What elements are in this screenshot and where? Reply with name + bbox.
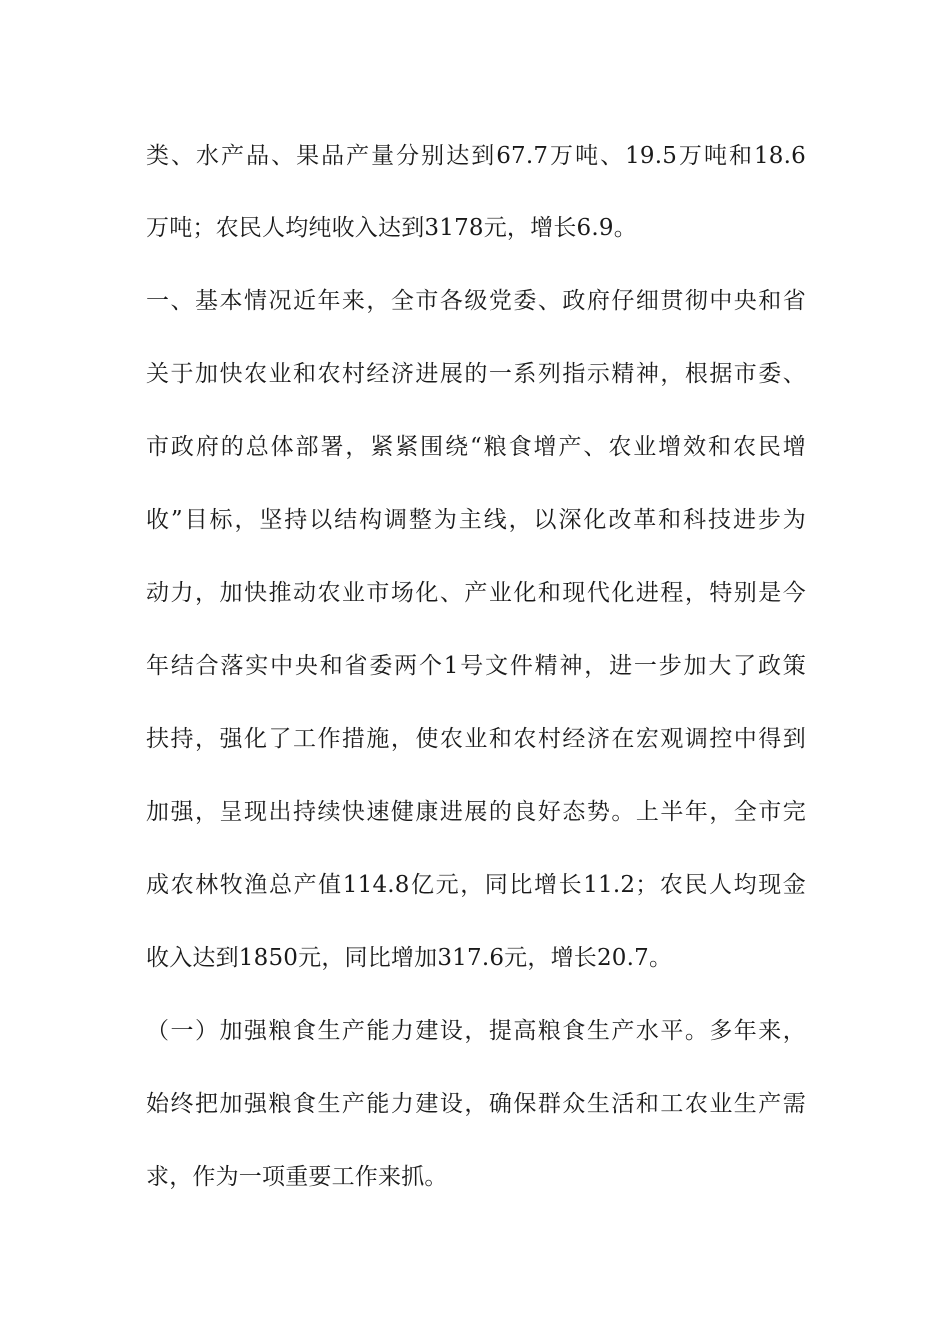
text-line: 始终把加强粮食生产能力建设，确保群众生活和工农业生产需 (146, 1091, 806, 1117)
text-line: 年结合落实中央和省委两个1号文件精神，进一步加大了政策 (146, 653, 806, 679)
text-line: 收”目标，坚持以结构调整为主线，以深化改革和科技进步为 (146, 507, 806, 533)
text-line: 动力，加快推动农业市场化、产业化和现代化进程，特别是今 (146, 580, 806, 606)
text-line: 关于加快农业和农村经济进展的一系列指示精神，根据市委、 (146, 361, 806, 387)
text-line: 类、水产品、果品产量分别达到67.7万吨、19.5万吨和18.6 (146, 143, 806, 169)
text-line: 市政府的总体部署，紧紧围绕“粮食增产、农业增效和农民增 (146, 434, 806, 460)
text-line: 万吨；农民人均纯收入达到3178元，增长6.9。 (146, 215, 637, 241)
text-line: 扶持，强化了工作措施，使农业和农村经济在宏观调控中得到 (146, 726, 806, 752)
text-line: （一）加强粮食生产能力建设，提高粮食生产水平。多年来， (146, 1018, 806, 1044)
text-line: 加强，呈现出持续快速健康进展的良好态势。上半年，全市完 (146, 799, 806, 825)
text-line: 收入达到1850元，同比增加317.6元，增长20.7。 (146, 945, 673, 971)
text-line: 成农林牧渔总产值114.8亿元，同比增长11.2；农民人均现金 (146, 872, 806, 898)
text-line: 一、基本情况近年来，全市各级党委、政府仔细贯彻中央和省 (146, 288, 806, 314)
text-line: 求，作为一项重要工作来抓。 (146, 1164, 448, 1190)
